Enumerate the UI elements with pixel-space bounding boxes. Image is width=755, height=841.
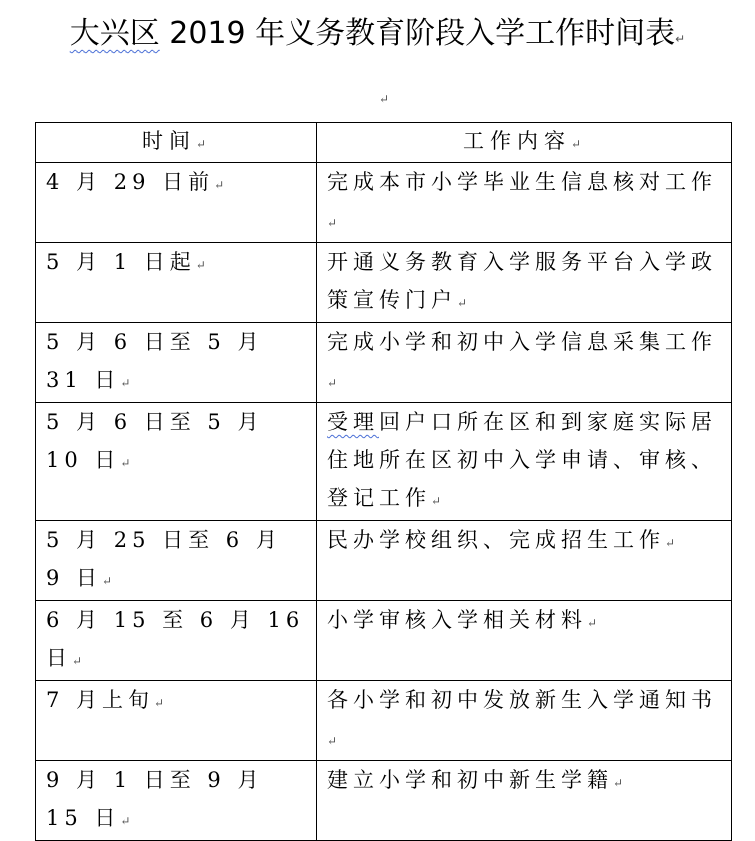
document-title [0, 10, 755, 63]
content-cell: 开通义务教育入学服务平台入学政策宣传门户↵ [317, 243, 732, 323]
time-cell: 9 月 1 日至 9 月 15 日↵ [36, 761, 317, 841]
time-cell: 7 月上旬↵ [36, 681, 317, 761]
table-row [36, 323, 732, 403]
time-cell: 5 月 6 日至 5 月 10 日↵ [36, 403, 317, 521]
content-cell: 民办学校组织、完成招生工作↵ [317, 521, 732, 601]
content-cell: 完成小学和初中入学信息采集工作↵ [317, 323, 732, 403]
table-header-row [36, 123, 732, 163]
header-time: 时间↵ [36, 123, 317, 163]
time-cell: 5 月 25 日至 6 月 9 日↵ [36, 521, 317, 601]
content-cell: 建立小学和初中新生学籍↵ [317, 761, 732, 841]
table-row [36, 163, 732, 243]
time-cell: 5 月 6 日至 5 月 31 日↵ [36, 323, 317, 403]
table-row [36, 681, 732, 761]
content-cell: 各小学和初中发放新生入学通知书↵ [317, 681, 732, 761]
time-cell: 5 月 1 日起↵ [36, 243, 317, 323]
paragraph-mark-icon: ↵ [379, 92, 390, 106]
title-rest: 2019 年义务教育阶段入学工作时间表 [159, 16, 676, 51]
time-cell: 4 月 29 日前↵ [36, 163, 317, 243]
table-row [36, 403, 732, 521]
time-cell: 6 月 15 至 6 月 16 日↵ [36, 601, 317, 681]
content-cell: 小学审核入学相关材料↵ [317, 601, 732, 681]
content-cell: 完成本市小学毕业生信息核对工作↵ [317, 163, 732, 243]
table-row [36, 601, 732, 681]
paragraph-mark-icon: ↵ [675, 32, 686, 46]
content-cell: 受理回户口所在区和到家庭实际居住地所在区初中入学申请、审核、登记工作↵ [317, 403, 732, 521]
table-row [36, 243, 732, 323]
table-row [36, 761, 732, 841]
header-content: 工作内容↵ [317, 123, 732, 163]
title-district: 大兴区 [69, 16, 160, 51]
table-row [36, 521, 732, 601]
schedule-table [35, 122, 732, 841]
